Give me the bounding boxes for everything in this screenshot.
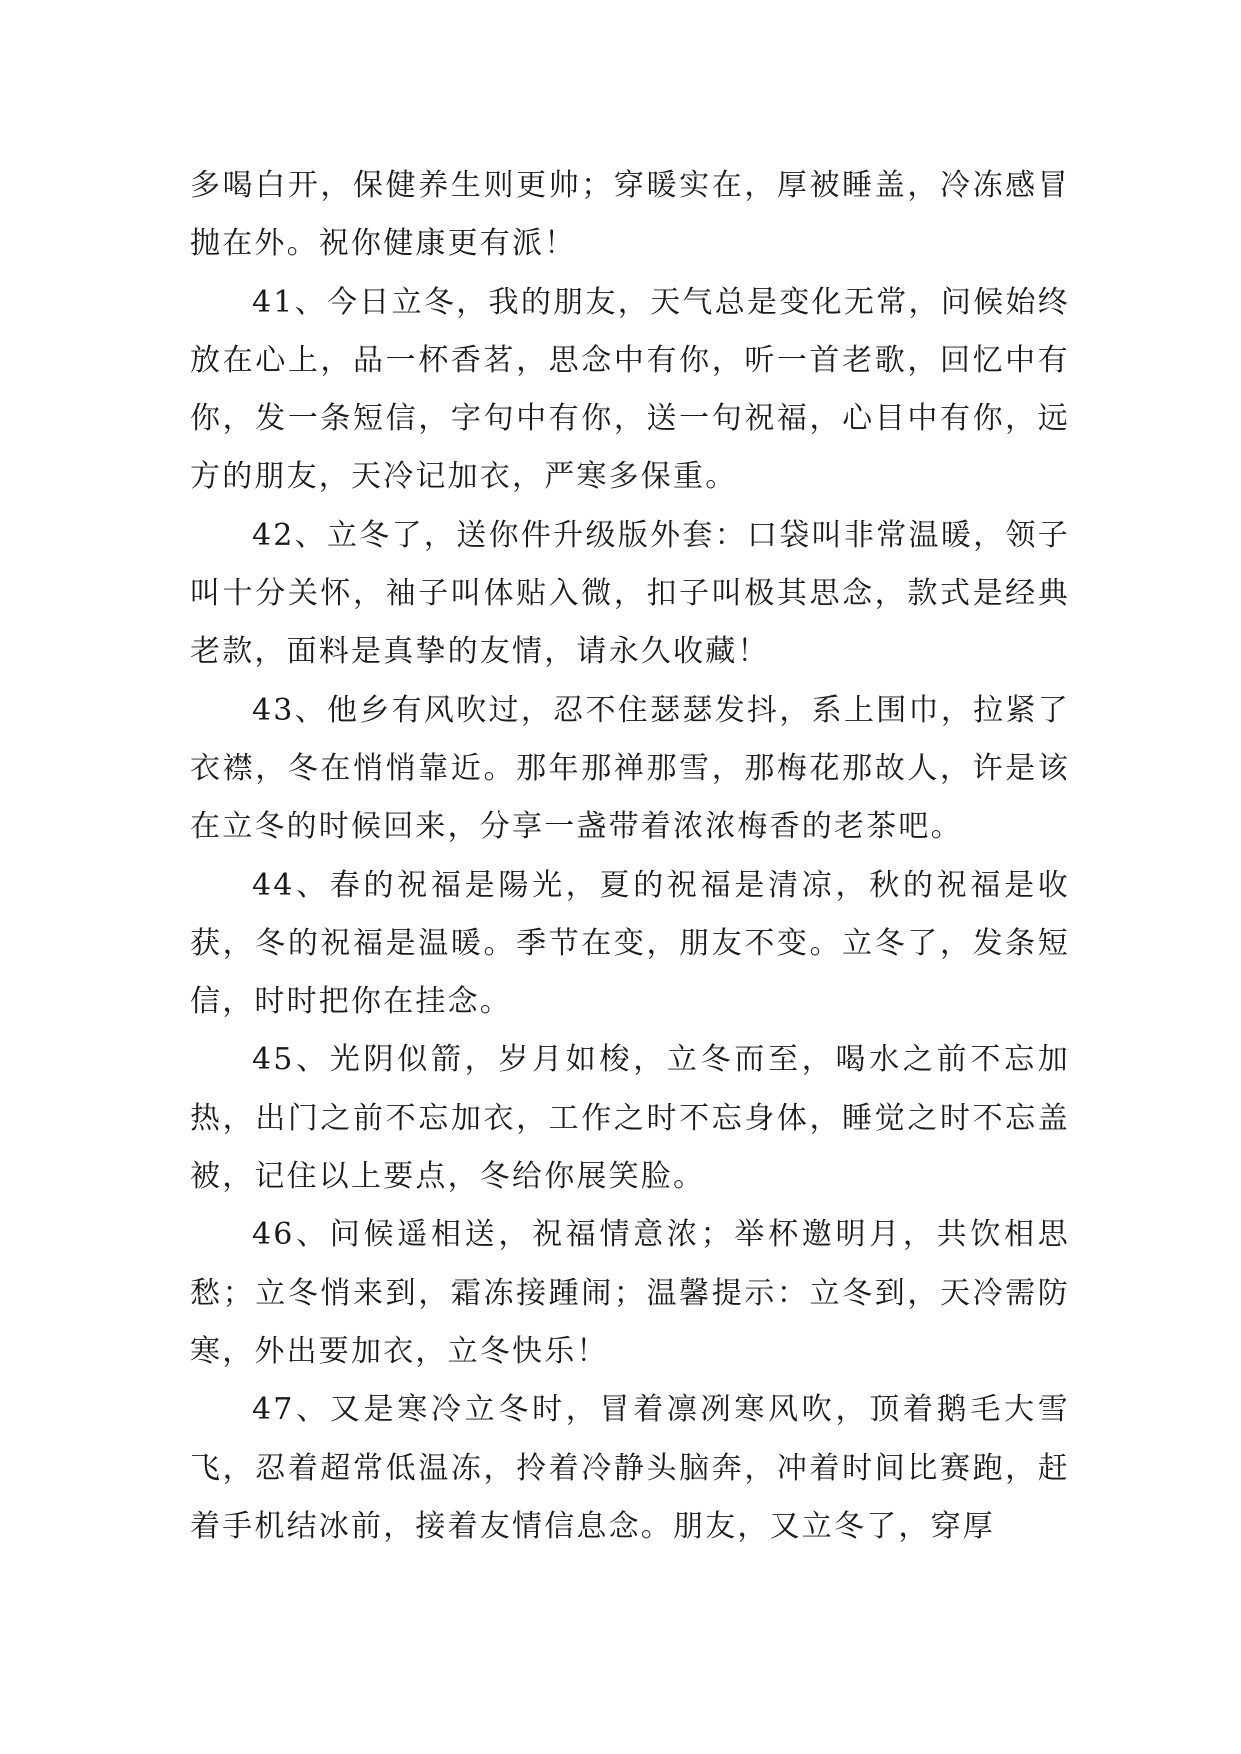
- document-body: [190, 157, 1070, 1556]
- paragraph-47: 47、又是寒冷立冬时，冒着凛冽寒风吹，顶着鹅毛大雪飞，忍着超常低温冻，拎着冷静头脑奔，冲着时间比赛跑，赶着手机结冰前，接着友情信息念。朋友，又立冬了，穿厚: [190, 1392, 1070, 1544]
- paragraph-43: 43、他乡有风吹过，忍不住瑟瑟发抖，系上围巾，拉紧了衣襟，冬在悄悄靠近。那年那禅那雪，那梅花那故人，许是该在立冬的时候回来，分享一盏带着浓浓梅香的老茶吧。: [190, 692, 1070, 845]
- paragraph-41: 41、今日立冬，我的朋友，天气总是变化无常，问候始终放在心上，品一杯香茗，思念中有你，听一首老歌，回忆中有你，发一条短信，字句中有你，送一句祝福，心目中有你，远方的朋友，天冷记加衣，严寒多保重。: [190, 284, 1070, 495]
- paragraph-45: 45、光阴似箭，岁月如梭，立冬而至，喝水之前不忘加热，出门之前不忘加衣，工作之时不忘身体，睡觉之时不忘盖被，记住以上要点，冬给你展笑脸。: [190, 1042, 1070, 1195]
- paragraph-46: 46、问候遥相送，祝福情意浓；举杯邀明月，共饮相思愁；立冬悄来到，霜冻接踵闹；温馨提示：立冬到，天冷需防寒，外出要加衣，立冬快乐！: [190, 1217, 1070, 1369]
- paragraph-42: 42、立冬了，送你件升级版外套：口袋叫非常温暖，领子叫十分关怀，袖子叫体贴入微，扣子叫极其思念，款式是经典老款，面料是真挚的友情，请永久收藏！: [190, 517, 1070, 670]
- paragraph-44: 44、春的祝福是陽光，夏的祝福是清凉，秋的祝福是收获，冬的祝福是温暖。季节在变，朋友不变。立冬了，发条短信，时时把你在挂念。: [190, 867, 1070, 1020]
- paragraph-continued: 多喝白开，保健养生则更帅；穿暖实在，厚被睡盖，冷冻感冒抛在外。祝你健康更有派！: [190, 168, 1070, 262]
